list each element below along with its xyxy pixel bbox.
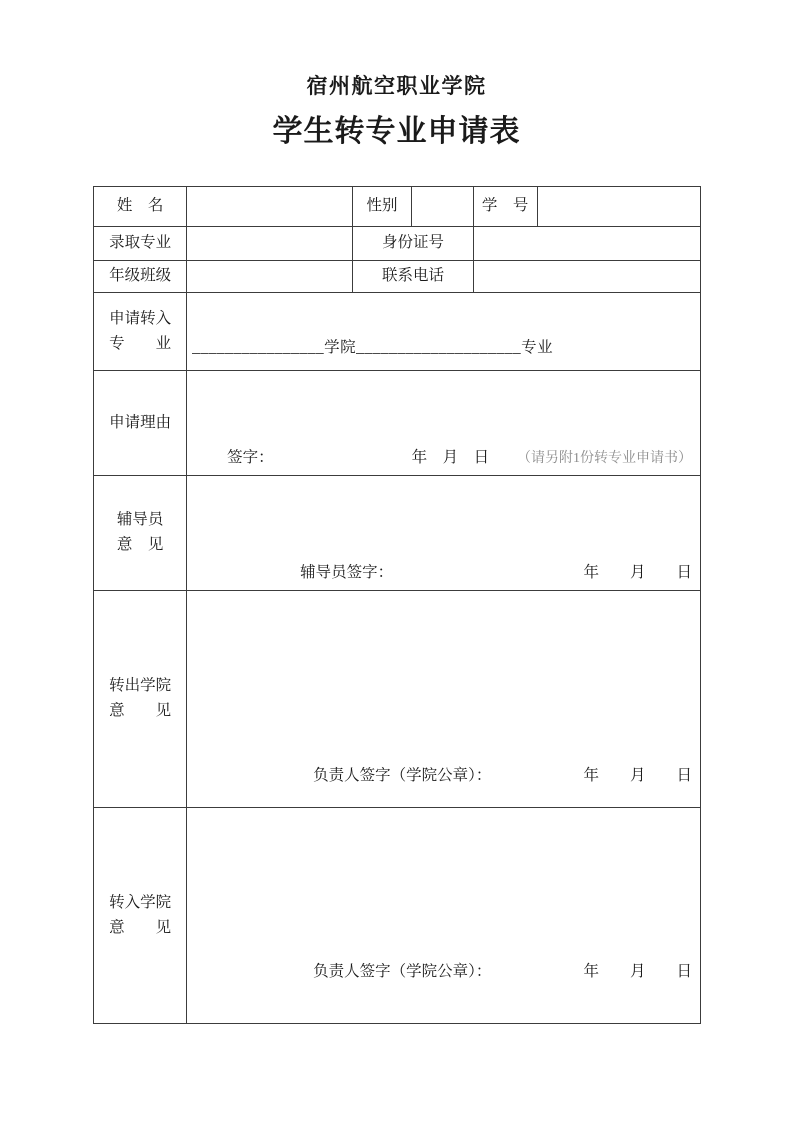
gender-label: 性别 bbox=[353, 187, 411, 227]
counselor-date-placeholder: 年 月 日 bbox=[583, 564, 692, 581]
student-no-value-cell bbox=[537, 187, 700, 227]
reason-attachment-note: （请另附1份转专业申请书） bbox=[517, 451, 692, 466]
school-name: 宿州航空职业学院 bbox=[306, 74, 487, 98]
transfer-major-label-line1: 申请转入 bbox=[109, 309, 172, 327]
grade-class-label: 年级班级 bbox=[94, 261, 187, 293]
phone-label: 联系电话 bbox=[353, 261, 473, 293]
gender-value-cell bbox=[411, 187, 473, 227]
counselor-label-line1: 辅导员 bbox=[116, 511, 164, 529]
to-college-label-line1: 转入学院 bbox=[109, 893, 172, 911]
admitted-major-label: 录取专业 bbox=[94, 227, 187, 261]
from-college-sign-line bbox=[187, 763, 700, 807]
to-college-label-line2: 意 见 bbox=[109, 918, 172, 936]
table-row bbox=[94, 591, 701, 808]
id-number-label: 身份证号 bbox=[353, 227, 473, 261]
table-row bbox=[94, 808, 701, 1024]
table-row bbox=[94, 227, 701, 261]
reason-sign-line bbox=[187, 445, 700, 475]
from-college-opinion-cell bbox=[187, 591, 701, 808]
id-number-value-cell bbox=[473, 227, 700, 261]
reason-label: 申请理由 bbox=[94, 371, 187, 476]
table-row bbox=[94, 293, 701, 371]
application-form-table bbox=[93, 186, 701, 1024]
table-row bbox=[94, 476, 701, 591]
to-college-opinion-label bbox=[94, 808, 187, 1024]
reason-content-cell bbox=[187, 371, 701, 476]
table-row bbox=[94, 261, 701, 293]
counselor-opinion-cell bbox=[187, 476, 701, 591]
transfer-major-content-cell bbox=[187, 293, 701, 371]
to-college-sign-line bbox=[187, 959, 700, 1023]
grade-class-value-cell bbox=[187, 261, 353, 293]
counselor-label-line2: 意 见 bbox=[116, 536, 164, 553]
from-college-sign-label: 负责人签字（学院公章）： bbox=[313, 767, 492, 784]
transfer-major-label bbox=[94, 293, 187, 371]
from-college-date-placeholder: 年 月 日 bbox=[583, 767, 692, 784]
name-value-cell bbox=[187, 187, 353, 227]
counselor-sign-label: 辅导员签字： bbox=[300, 564, 394, 581]
name-label: 姓 名 bbox=[94, 187, 187, 227]
admitted-major-value-cell bbox=[187, 227, 353, 261]
from-college-opinion-label bbox=[94, 591, 187, 808]
phone-value-cell bbox=[473, 261, 700, 293]
transfer-major-label-line2: 专 业 bbox=[109, 334, 172, 352]
form-title: 学生转专业申请表 bbox=[272, 115, 521, 148]
transfer-major-blank-line: ________________学院____________________专业 bbox=[192, 339, 554, 356]
to-college-opinion-cell bbox=[187, 808, 701, 1024]
counselor-opinion-label bbox=[94, 476, 187, 591]
table-row bbox=[94, 371, 701, 476]
student-no-label: 学 号 bbox=[473, 187, 537, 227]
reason-date-placeholder: 年 月 日 bbox=[411, 449, 490, 466]
table-row bbox=[94, 187, 701, 227]
counselor-sign-line bbox=[187, 560, 700, 590]
from-college-label-line2: 意 见 bbox=[109, 702, 172, 719]
to-college-sign-label: 负责人签字（学院公章）： bbox=[313, 963, 492, 980]
to-college-date-placeholder: 年 月 日 bbox=[583, 963, 692, 980]
from-college-label-line1: 转出学院 bbox=[109, 677, 172, 695]
reason-sign-label: 签字： bbox=[227, 449, 274, 466]
